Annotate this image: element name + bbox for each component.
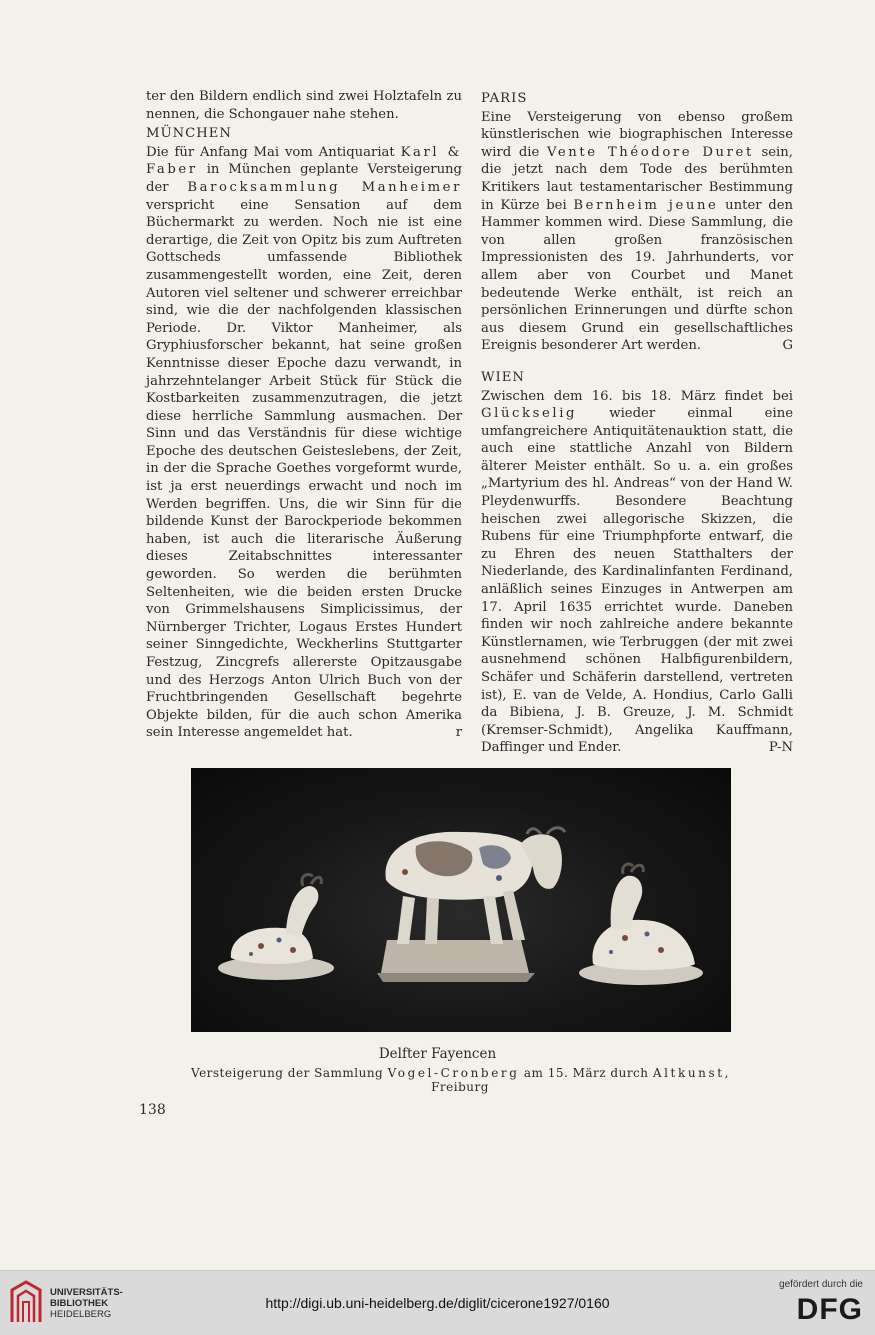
- dfg-logo[interactable]: DFG: [796, 1293, 863, 1326]
- signature-g: G: [782, 338, 793, 354]
- paris-article: Eine Versteigerung von ebenso großem künstlerischen wie biographischen Interesse wird die Vente Théodore Duret sein, die jetzt nach dem Tode des berühmten Kritikers laut testamentarischer Bestimmung in Kürze bei Bernheim jeune unter den Hammer kommen wird. Diese Sammlung, die von allen großen französischen Impressionisten des 19. Jahrhunderts, vor allem aber von Courbet und Manet bedeutende Werke enthält, ist reich an persönlichen Erinnerungen und dürfte schon aus diesem Grund ein gesellschaftliches Ereignis besonderer Art werden. G: [481, 109, 793, 354]
- figure-caption-credit: Versteigerung der Sammlung Vogel-Cronberg am 15. März durch Altkunst, Freiburg: [191, 1066, 729, 1094]
- firm-name: Karl & Faber: [146, 144, 462, 178]
- muenchen-article: Die für Anfang Mai vom Antiquariat Karl & Faber in München geplante Versteigerung der Barocksammlung Manheimer verspricht eine Sensation auf dem Büchermarkt zu werden. Noch nie ist eine derartige, die Zeit von Opitz bis zum Auftreten Gottscheds umfassende Bibliothek zusammengestellt worden, eine Zeit, deren Autoren viel seltener und schwerer erreichbar sind, wie die der nachfolgenden klassischen Periode. Dr. Viktor Manheimer, als Gryphiusforscher bekannt, hat seine großen Kenntnisse dieser Epoche dazu verwandt, in jahrzehntelanger Arbeit Stück für Stück die Kostbarkeiten zusammenzutragen, die jetzt diese herrliche Sammlung ausmachen. Der Sinn und das Verständnis für diese wichtige Epoche des deutschen Geisteslebens, der Zeit, in der die Sprache Goethes vorgeformt wurde, ist ja erst neuerdings erwacht und noch im Werden begriffen. Uns, die wir Sinn für die bildende Kunst der Barockperiode bekommen haben, ist auch die literarische Äußerung dieses Zeitabschnittes interessanter geworden. So werden die berühmten Seltenheiten, wie die beiden ersten Drucke von Grimmelshausens Simplicissimus, der Nürnberger Trichter, Logaus Erstes Hundert seiner Sinngedichte, Weckherlins Stuttgarter Festzug, Zincgrefs allererste Opitzausgabe und des Herzogs Anton Ulrich Buch von der Fruchtbringenden Gesellschaft begehrte Objekte bilden, für die auch schon Amerika sein Interesse angemeldet hat. r: [146, 144, 462, 741]
- left-goat-figure: [218, 874, 334, 980]
- source-url-link[interactable]: http://digi.ub.uni-heidelberg.de/diglit/cicerone1927/0160: [265, 1295, 610, 1311]
- page-number: 138: [139, 1102, 166, 1118]
- figure-caption-title: Delfter Fayencen: [378, 1046, 497, 1062]
- sale-name: Vente Théodore Duret: [546, 144, 754, 160]
- heading-paris: PARIS: [481, 91, 528, 106]
- auction-house-wien: Glückselig: [481, 406, 578, 422]
- signature-r: r: [455, 725, 462, 741]
- signature-pn: P-N: [768, 740, 793, 756]
- university-library-name[interactable]: UNIVERSITÄTS- BIBLIOTHEK HEIDELBERG: [50, 1287, 123, 1320]
- left-intro: ter den Bildern endlich sind zwei Holztafeln zu nennen, die Schongauer nahe stehen.: [146, 89, 462, 122]
- wien-article: Zwischen dem 16. bis 18. März findet bei Glückselig wieder einmal eine umfangreichere Antiquitätenauktion statt, die auch eine stattliche Anzahl von Bildern älterer Meister enthält. So u. a. ein großes „Martyrium des hl. Andreas“ von der Hand W. Pleydenwurffs. Besondere Beachtung heischen zwei allegorische Skizzen, die Rubens für eine Triumphpforte entwarf, die zu Ehren des neuen Statthalters der Niederlande, des Kardinalinfanten Ferdinand, anläßlich seines Einzuges in Antwerpen am 17. April 1635 errichtet wurde. Daneben finden wir noch zahlreiche andere bekannte Künstlernamen, wie Terbruggen (der mit zwei ausnehmend schönen Halbfigurenbildern, Schäfer und Schäferin darstellend, vertreten ist), E. van de Velde, A. Hondius, Carlo Galli da Bibiena, J. B. Greuze, J. M. Schmidt (Kremser-Schmidt), Angelika Kauffmann, Daffinger und Ender. P-N: [481, 388, 793, 756]
- delft-faience-photo: [191, 768, 731, 1032]
- collection-credit: Vogel-Cronberg: [387, 1066, 520, 1080]
- left-column: [146, 88, 462, 742]
- collection-name: Barocksammlung Manheimer: [187, 179, 462, 195]
- right-goat-figure: [579, 864, 703, 985]
- auctioneer-credit: Altkunst: [652, 1066, 725, 1080]
- footer-bar: [0, 1270, 875, 1335]
- heading-muenchen: MÜNCHEN: [146, 126, 232, 142]
- funder-label: gefördert durch die: [779, 1279, 863, 1290]
- right-column: [481, 88, 793, 757]
- auction-house: Bernheim jeune: [573, 197, 719, 213]
- cow-figure: [377, 828, 565, 982]
- heading-wien: WIEN: [481, 369, 525, 385]
